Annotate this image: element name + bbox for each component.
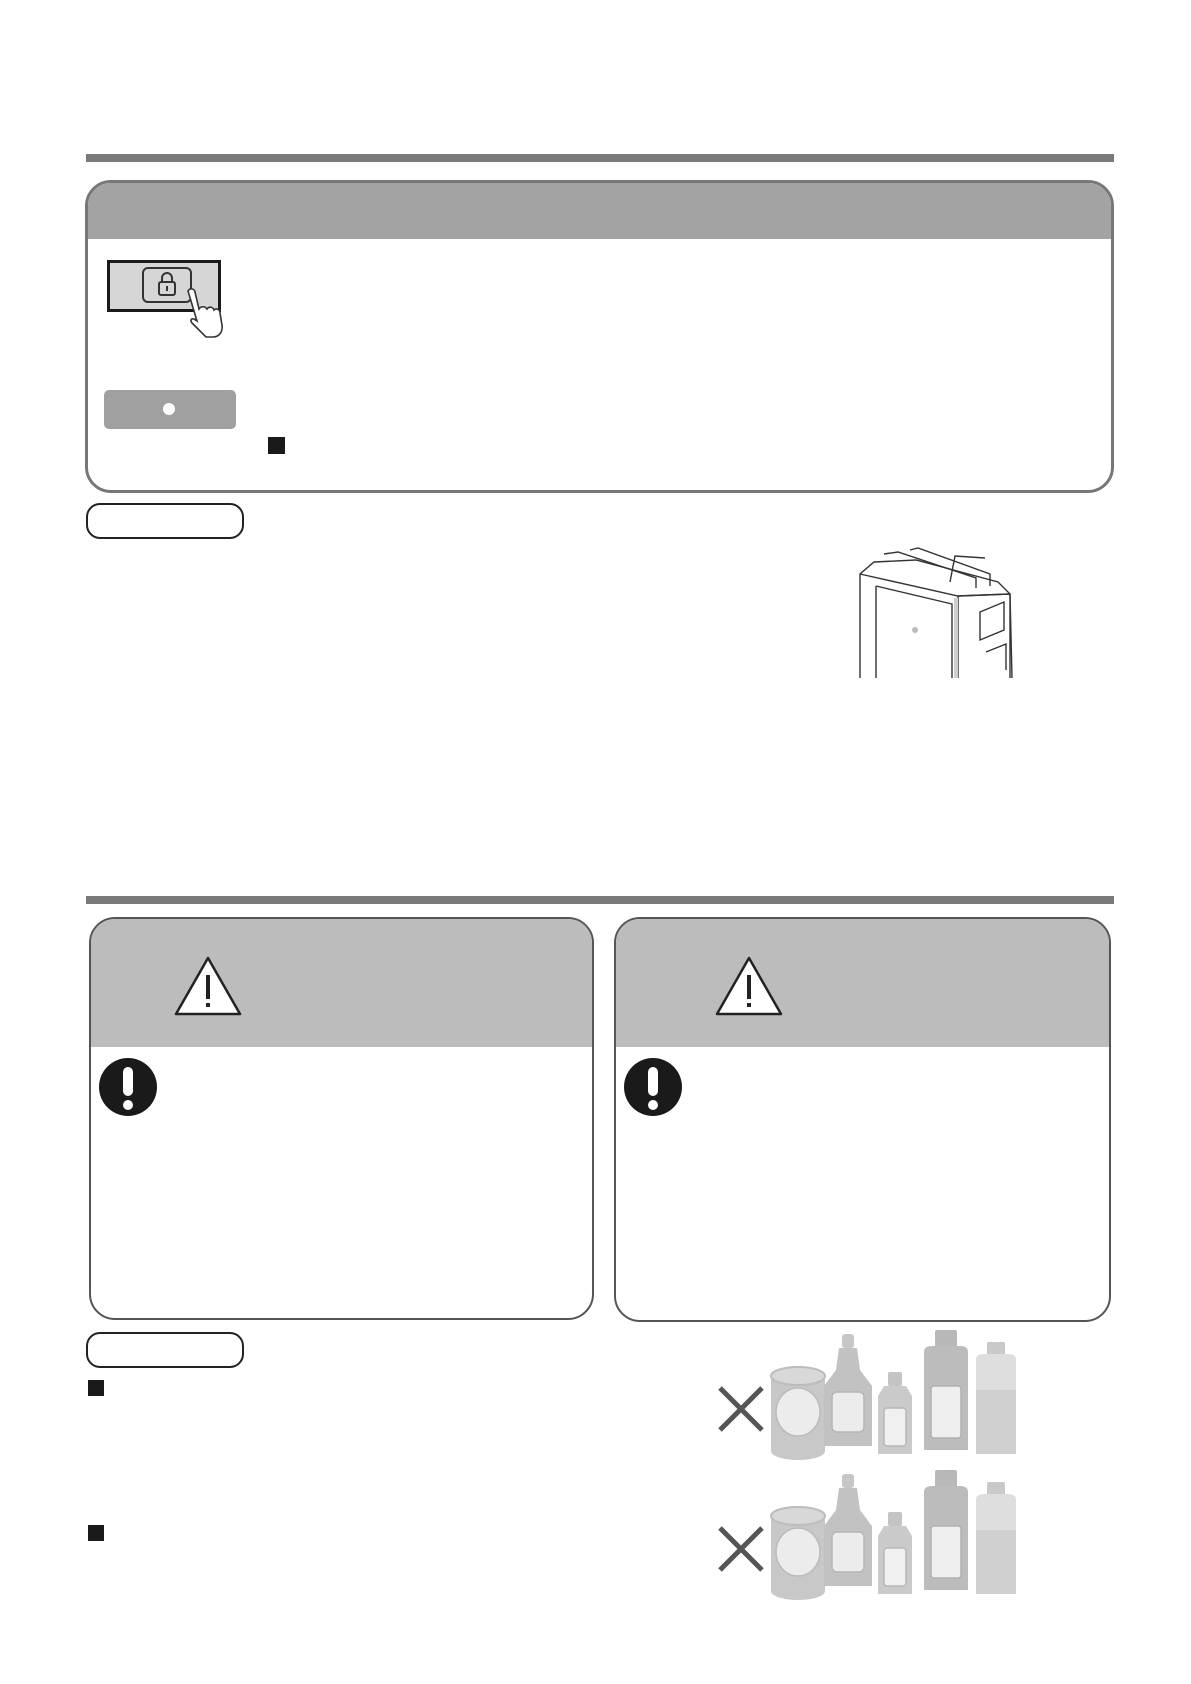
child-lock-panel-header: [88, 183, 1111, 239]
bullet-square-icon: [88, 1525, 104, 1541]
cross-icon: [720, 1528, 762, 1570]
warning-triangle-icon: [173, 955, 243, 1017]
caution-box-right: [614, 917, 1111, 1322]
caution-header-right: [616, 919, 1109, 1047]
warning-triangle-icon: [714, 955, 784, 1017]
note-tag: [86, 503, 244, 539]
exclamation-circle-icon: [623, 1057, 683, 1117]
child-lock-panel: [85, 180, 1114, 493]
note-tag: [86, 1332, 244, 1368]
section-2-rule: [86, 896, 1114, 904]
caution-box-left: [89, 917, 594, 1320]
exclamation-circle-icon: [98, 1057, 158, 1117]
indicator-lamp-icon: [163, 403, 175, 415]
pressing-finger-icon: [182, 287, 230, 339]
prohibited-chemicals-illustration: [712, 1328, 1042, 1618]
air-purifier-illustration: [840, 540, 1040, 690]
cross-icon: [720, 1388, 762, 1430]
caution-header-left: [91, 919, 592, 1047]
section-1-rule: [86, 154, 1114, 162]
bullet-square-icon: [88, 1380, 104, 1396]
child-lock-button[interactable]: [107, 260, 221, 312]
child-lock-indicator: [104, 390, 236, 429]
bullet-square-icon: [268, 437, 285, 454]
